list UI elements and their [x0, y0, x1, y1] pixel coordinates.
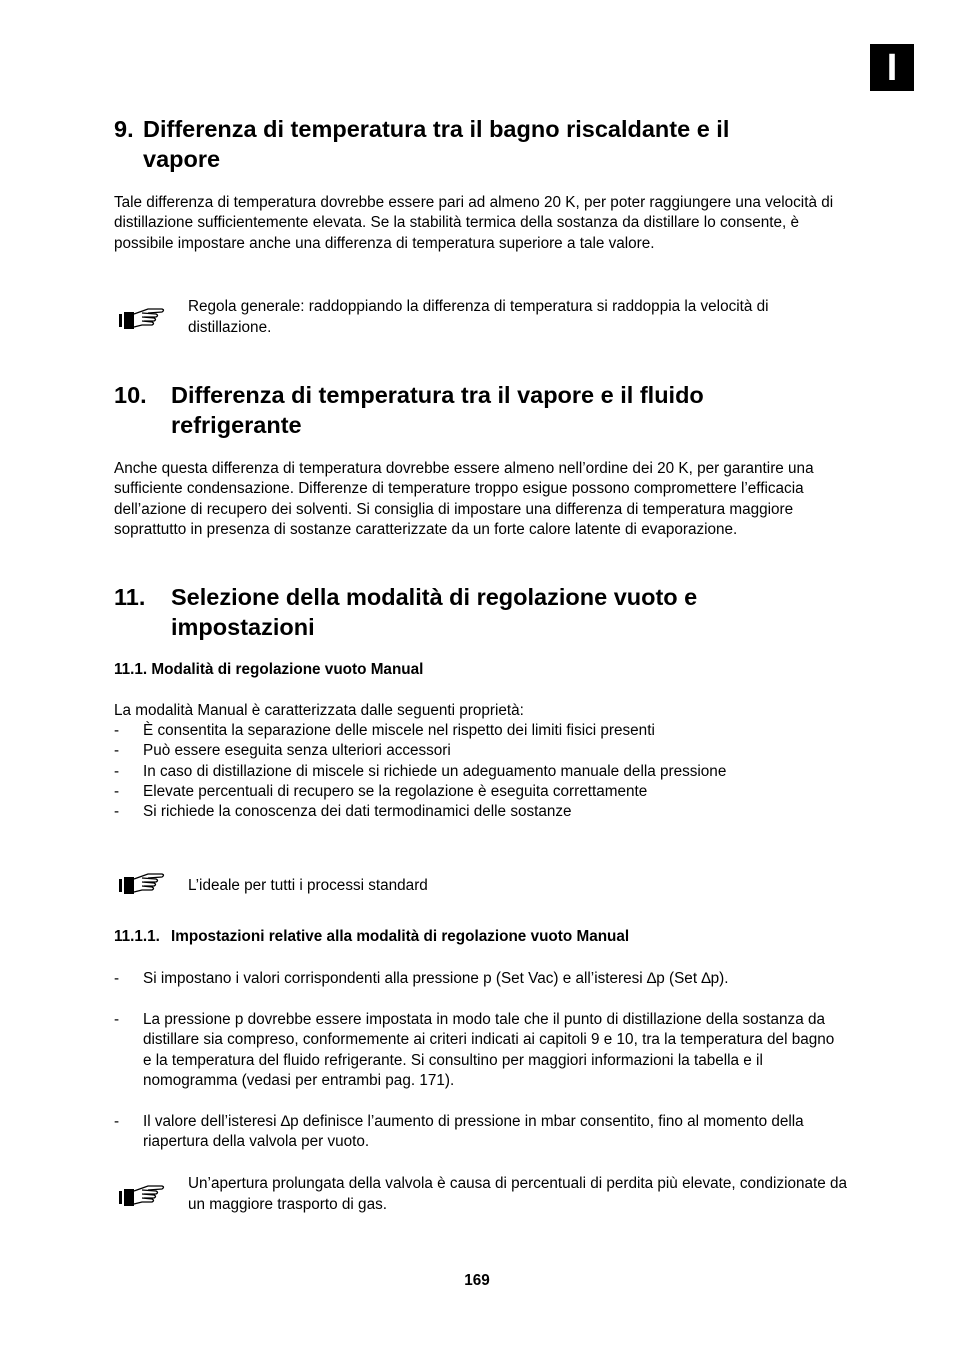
section-9-body: Tale differenza di temperatura dovrebbe essere pari ad almeno 20 K, per poter raggiungere una velocità di distillazione sufficientemente elevata. Se la stabilità termica della sostanza da distillare lo consente, è possibile impostare anche una differenza di temperatura superiore a tale valore. [114, 194, 834, 252]
subsection-11-1-intro: La modalità Manual è caratterizzata dalle seguenti proprietà: [114, 702, 524, 719]
section-11-heading [114, 582, 854, 644]
section-10-title-line1: Differenza di temperatura tra il vapore e il fluido [171, 382, 704, 408]
section-9-title-line2: vapore [143, 146, 221, 172]
note-general-rule: Regola generale: raddoppiando la differenza di temperatura si raddoppia la velocità di distillazione. [188, 298, 769, 336]
subsection-11-1-1-title: Impostazioni relative alla modalità di regolazione vuoto Manual [171, 928, 630, 945]
list-item: - Elevate percentuali di recupero se la regolazione è eseguita correttamente [114, 782, 648, 800]
list-item: - La pressione p dovrebbe essere impostata in modo tale che il punto di distillazione della sostanza da distillare sia compreso, conformemente ai criteri indicati ai capitoli 9 e 10, tra la temperatura del bagno e la temperatura del fluido refrigerante. Si consultino per maggiori informazioni la tabella e il nomogramma (vedasi per entrambi pag. 171). [114, 1011, 835, 1089]
note-valve-opening: Un’apertura prolungata della valvola è causa di percentuali di perdita più elevate, condizionate da un maggiore trasporto di gas. [188, 1175, 848, 1213]
list-item: - Si impostano i valori corrispondenti alla pressione p (Set Vac) e all’isteresi ∆p (Set ∆p). [114, 970, 729, 987]
subsection-11-1-heading: 11.1. Modalità di regolazione vuoto Manual [114, 661, 424, 678]
section-10-title-line2: refrigerante [171, 412, 302, 438]
section-11-title-line2: impostazioni [171, 614, 315, 640]
settings-item-2 [114, 1010, 846, 1091]
settings-item-1 [114, 969, 846, 989]
section-10-body: Anche questa differenza di temperatura dovrebbe essere almeno nell’ordine dei 20 K, per garantire una sufficiente condensazione. Differenze di temperature troppo esigue possono compromettere l’efficacia dell’azione di recupero dei solventi. Si consiglia di impostare una differenza di temperatura maggiore soprattutto in presenza di sostanze caratterizzate da un forte calore latente di evaporazione. [114, 460, 814, 538]
settings-item-3 [114, 1112, 814, 1153]
list-item: - È consentita la separazione delle miscele nel rispetto dei limiti fisici presenti [114, 722, 655, 739]
pointing-hand-icon [118, 1182, 166, 1208]
note-ideal-standard: L’ideale per tutti i processi standard [188, 877, 428, 894]
section-10-heading [114, 380, 854, 442]
subsection-11-1-1-number: 11.1.1. [114, 928, 160, 945]
manual-mode-properties-list [114, 721, 854, 822]
list-item: - Si richiede la conoscenza dei dati termodinamici delle sostanze [114, 803, 572, 821]
section-9-heading [114, 114, 854, 176]
page-number: 169 [464, 1272, 490, 1289]
pointing-hand-icon [118, 870, 166, 896]
section-10-number: 10. [114, 382, 147, 408]
language-tab: I [870, 44, 914, 91]
section-9-title-line1: Differenza di temperatura tra il bagno riscaldante e il [143, 116, 730, 142]
section-11-title-line1: Selezione della modalità di regolazione vuoto e [171, 584, 698, 610]
list-item: - In caso di distillazione di miscele si richiede un adeguamento manuale della pressione [114, 762, 727, 780]
pointing-hand-icon [118, 305, 166, 331]
section-9-number: 9. [114, 116, 134, 142]
section-11-number: 11. [114, 584, 146, 610]
list-item: - Può essere eseguita senza ulteriori accessori [114, 742, 451, 760]
list-item: - Il valore dell’isteresi ∆p definisce l’aumento di pressione in mbar consentito, fino al momento della riapertura della valvola per vuoto. [114, 1113, 804, 1151]
subsection-11-1-1-heading [114, 927, 854, 947]
